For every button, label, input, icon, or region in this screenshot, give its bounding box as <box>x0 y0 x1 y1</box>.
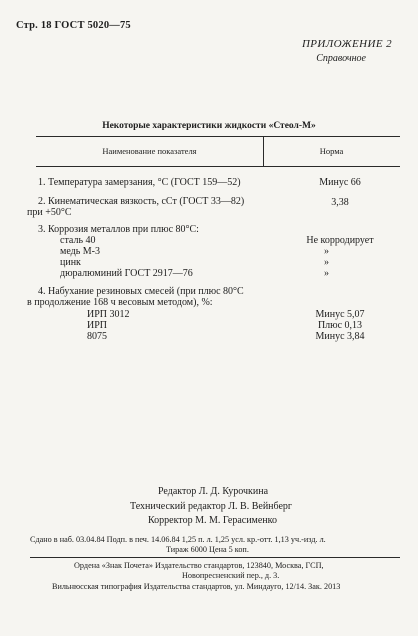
imprint-line-1: Сдано в наб. 03.04.84 Подп. в печ. 14.06.84 1,25 п. л. 1,25 усл. кр.-отт. 1,13 уч.-изд. л. <box>30 535 326 544</box>
row4-sub2-value: Плюс 0,13 <box>317 320 363 331</box>
table-header-rule <box>36 166 400 167</box>
row3-sub3-value: » <box>324 257 329 268</box>
appendix-title: ПРИЛОЖЕНИЕ 2 <box>301 38 392 50</box>
proofreader-line: Корректор М. М. Герасименко <box>148 515 278 526</box>
column-header-norm: Норма <box>319 146 344 156</box>
row3-sub4-label: дюралюминий ГОСТ 2917—76 <box>60 268 193 279</box>
row1-value: Минус 66 <box>319 177 361 188</box>
editor-line: Редактор Л. Д. Курочкина <box>158 486 269 497</box>
imprint-rule <box>30 557 400 558</box>
row4-label: 4. Набухание резиновых смесей (при плюс 80°С <box>38 286 244 297</box>
row3-sub1-label: сталь 40 <box>60 235 96 246</box>
row3-sub2-label: медь М-3 <box>60 246 101 257</box>
row4-sub3-label: 8075 <box>87 331 107 342</box>
row4-sub1-label: ИРП 3012 <box>87 309 130 320</box>
printer-line: Вильнюсская типография Издательства стандартов, ул. Миндауго, 12/14. Зак. 2013 <box>52 582 341 591</box>
row1-label: 1. Температура замерзания, °С (ГОСТ 159—52) <box>38 177 241 188</box>
table-title: Некоторые характеристики жидкости «Стеол-М» <box>102 121 316 131</box>
row2-label-cont: при +50°С <box>27 207 72 218</box>
publisher-line-2: Новопресненский пер., д. 3. <box>182 571 280 580</box>
row3-label: 3. Коррозия металлов при плюс 80°С: <box>38 224 199 235</box>
row4-sub2-label: ИРП <box>87 320 108 331</box>
row3-sub3-label: цинк <box>60 257 81 268</box>
imprint-line-2: Тираж 6000 Цена 5 коп. <box>166 545 249 554</box>
tech-editor-line: Технический редактор Л. В. Вейнберг <box>130 501 293 512</box>
row4-sub3-value: Минус 3,84 <box>315 331 365 342</box>
table-top-rule <box>36 136 400 137</box>
publisher-line-1: Ордена «Знак Почета» Издательство стандартов, 123840, Москва, ГСП, <box>74 561 324 570</box>
appendix-subtitle: Справочное <box>316 53 366 64</box>
row3-sub1-value: Не корродирует <box>306 235 374 246</box>
row3-sub2-value: » <box>324 246 329 257</box>
row2-value: 3,38 <box>331 197 349 208</box>
page-header: Стр. 18 ГОСТ 5020—75 <box>16 20 131 31</box>
column-header-name: Наименование показателя <box>102 146 197 156</box>
row2-label: 2. Кинематическая вязкость, сСт (ГОСТ 33—82) <box>38 196 245 207</box>
row3-sub4-value: » <box>324 268 329 279</box>
row4-sub1-value: Минус 5,07 <box>315 309 365 320</box>
row4-label-cont: в продолжение 168 ч весовым методом), %: <box>27 297 213 308</box>
